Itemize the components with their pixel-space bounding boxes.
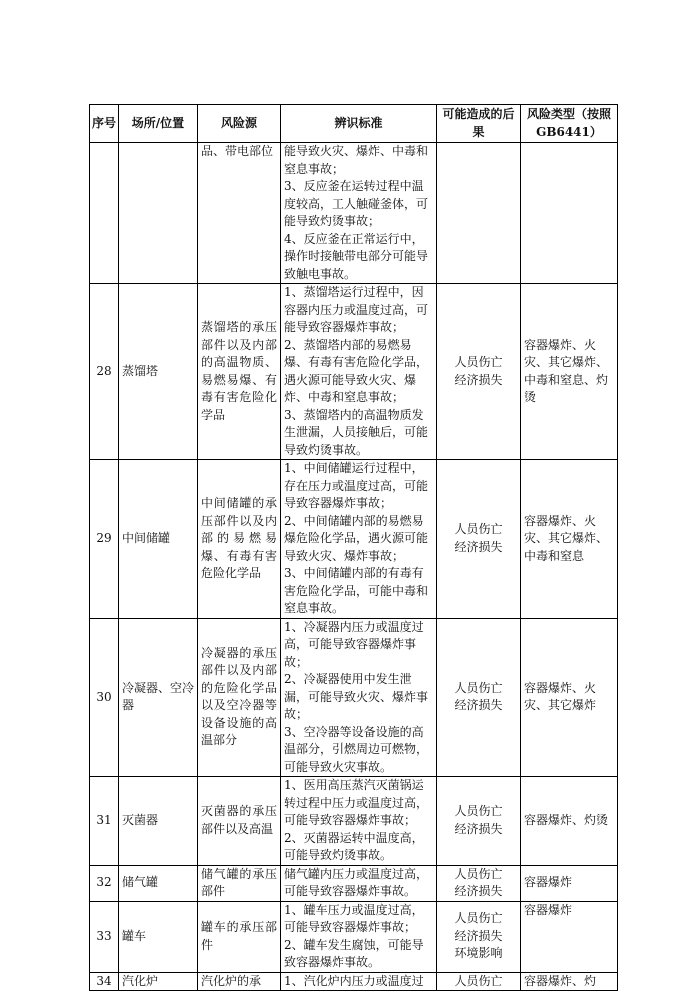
row-number: 28 [90, 284, 119, 460]
criteria-line: 2、灭菌器运转中温度高，可能导致灼烫事故。 [284, 830, 424, 862]
row-location [119, 143, 198, 284]
criteria-line: 3、反应釜在运转过程中温度较高，工人触碰釜体，可能导致灼烫事故； [284, 179, 429, 228]
row-source: 蒸馏塔的承压部件以及内部的高温物质、易燃易爆、有毒有害危险化学品 [198, 284, 281, 460]
criteria-line: 1、中间储罐运行过程中，存在压力或温度过高，可能导致容器爆炸事故； [284, 461, 429, 510]
header-consequence: 可能造成的后果 [437, 105, 521, 143]
row-criteria [281, 901, 437, 972]
criteria-line: 1、冷凝器内压力或温度过高，可能导致容器爆炸事故； [284, 619, 424, 669]
header-criteria: 辨识标准 [281, 105, 437, 143]
header-type: 风险类型（按照GB6441） [521, 105, 618, 143]
consequence-line: 人员伤亡 [454, 804, 503, 819]
row-source: 品、带电部位 [198, 143, 281, 284]
header-row [90, 105, 618, 143]
consequence-line: 经济损失 [454, 539, 503, 554]
row-location: 罐车 [119, 901, 198, 972]
criteria-line: 3、蒸馏塔内的高温物质发生泄漏，人员接触后，可能导致灼烫事故。 [284, 407, 429, 457]
row-consequence [437, 865, 521, 901]
row-number: 30 [90, 618, 119, 777]
row-consequence [437, 143, 521, 284]
table-row [90, 284, 618, 460]
row-source: 冷凝器的承压部件以及内部的危险化学品以及空冷器等设备设施的高温部分 [198, 618, 281, 777]
consequence-line: 人员伤亡 [454, 522, 503, 537]
consequence-line: 经济损失 [454, 928, 503, 943]
table-row [90, 972, 618, 991]
criteria-line: 3、空冷器等设备设施的高温部分，引燃周边可燃物，可能导致火灾事故。 [284, 724, 429, 774]
criteria-line: 3、中间储罐内部的有毒有害危险化学品，可能中毒和窒息事故。 [284, 566, 429, 615]
row-consequence [437, 972, 521, 991]
row-source: 灭菌器的承压部件以及高温 [198, 777, 281, 866]
consequence-line: 经济损失 [454, 372, 503, 387]
risk-identification-table [89, 104, 618, 991]
row-location: 中间储罐 [119, 460, 198, 619]
criteria-line: 储气罐内压力或温度过高，可能导致容器爆炸事故。 [284, 866, 429, 898]
consequence-line: 环境影响 [454, 946, 503, 961]
row-location: 冷凝器、空冷器 [119, 618, 198, 777]
consequence-line: 人员伤亡 [454, 680, 503, 695]
table-row [90, 865, 618, 901]
header-no: 序号 [90, 105, 119, 143]
row-type [521, 143, 618, 284]
row-location: 灭菌器 [119, 777, 198, 866]
header-source: 风险源 [198, 105, 281, 143]
criteria-line: 2、蒸馏塔内部的易燃易爆、有毒有害危险化学品，遇火源可能导致火灾、爆炸、中毒和窒息事故； [284, 337, 429, 404]
row-source: 汽化炉的承 [198, 972, 281, 991]
criteria-line: 1、罐车压力或温度过高，可能导致容器爆炸事故； [284, 902, 424, 934]
table-row [90, 460, 618, 619]
row-type: 容器爆炸、火灾、其它爆炸、中毒和窒息 [521, 460, 618, 619]
row-consequence [437, 284, 521, 460]
criteria-line: 2、冷凝器使用中发生泄漏，可能导致火灾、爆炸事故； [284, 672, 429, 721]
row-type: 容器爆炸、火灾、其它爆炸、中毒和窒息、灼烫 [521, 284, 618, 460]
criteria-line: 1、蒸馏塔运行过程中，因容器内压力或温度过高，可能导致容器爆炸事故； [284, 285, 429, 334]
criteria-line: 能导致火灾、爆炸、中毒和窒息事故； [284, 144, 429, 176]
criteria-line: 2、罐车发生腐蚀，可能导致容器爆炸事故。 [284, 937, 424, 969]
row-number [90, 143, 119, 284]
consequence-line: 人员伤亡 [454, 355, 503, 369]
row-consequence [437, 460, 521, 619]
row-location: 储气罐 [119, 865, 198, 901]
row-criteria [281, 460, 437, 619]
row-number: 31 [90, 777, 119, 866]
consequence-line: 经济损失 [454, 884, 503, 898]
consequence-line: 人员伤亡 [454, 973, 503, 988]
row-type: 容器爆炸、灼烫 [521, 777, 618, 866]
row-consequence [437, 777, 521, 866]
table-row [90, 777, 618, 866]
row-criteria [281, 618, 437, 777]
consequence-line: 经济损失 [454, 821, 503, 836]
row-number: 33 [90, 901, 119, 972]
header-location: 场所/位置 [119, 105, 198, 143]
row-source: 中间储罐的承压部件以及内部的易燃易爆、有毒有害危险化学品 [198, 460, 281, 619]
table-row [90, 143, 618, 284]
row-source: 罐车的承压部件 [198, 901, 281, 972]
criteria-line: 2、中间储罐内部的易燃易爆危险化学品，遇火源可能导致火灾、爆炸事故； [284, 513, 429, 563]
row-criteria [281, 143, 437, 284]
row-number: 34 [90, 972, 119, 991]
row-type: 容器爆炸、灼 [521, 972, 618, 991]
row-source: 储气罐的承压部件 [198, 865, 281, 901]
row-criteria [281, 284, 437, 460]
table-row [90, 618, 618, 777]
row-type: 容器爆炸 [521, 865, 618, 901]
consequence-line: 人员伤亡 [454, 866, 503, 881]
row-type: 容器爆炸、火灾、其它爆炸 [521, 618, 618, 777]
row-location: 汽化炉 [119, 972, 198, 991]
consequence-line: 人员伤亡 [454, 911, 503, 926]
criteria-line: 1、汽化炉内压力或温度过 [284, 973, 424, 988]
row-location: 蒸馏塔 [119, 284, 198, 460]
row-type: 容器爆炸 [521, 901, 618, 972]
table-row [90, 901, 618, 972]
row-criteria [281, 777, 437, 866]
consequence-line: 经济损失 [454, 698, 503, 713]
row-number: 29 [90, 460, 119, 619]
row-criteria [281, 865, 437, 901]
criteria-line: 1、医用高压蒸汽灭菌锅运转过程中压力或温度过高，可能导致容器爆炸事故； [284, 778, 429, 827]
criteria-line: 4、反应釜在正常运行中，操作时接触带电部分可能导致触电事故。 [284, 231, 429, 281]
row-consequence [437, 901, 521, 972]
row-consequence [437, 618, 521, 777]
row-criteria [281, 972, 437, 991]
row-number: 32 [90, 865, 119, 901]
